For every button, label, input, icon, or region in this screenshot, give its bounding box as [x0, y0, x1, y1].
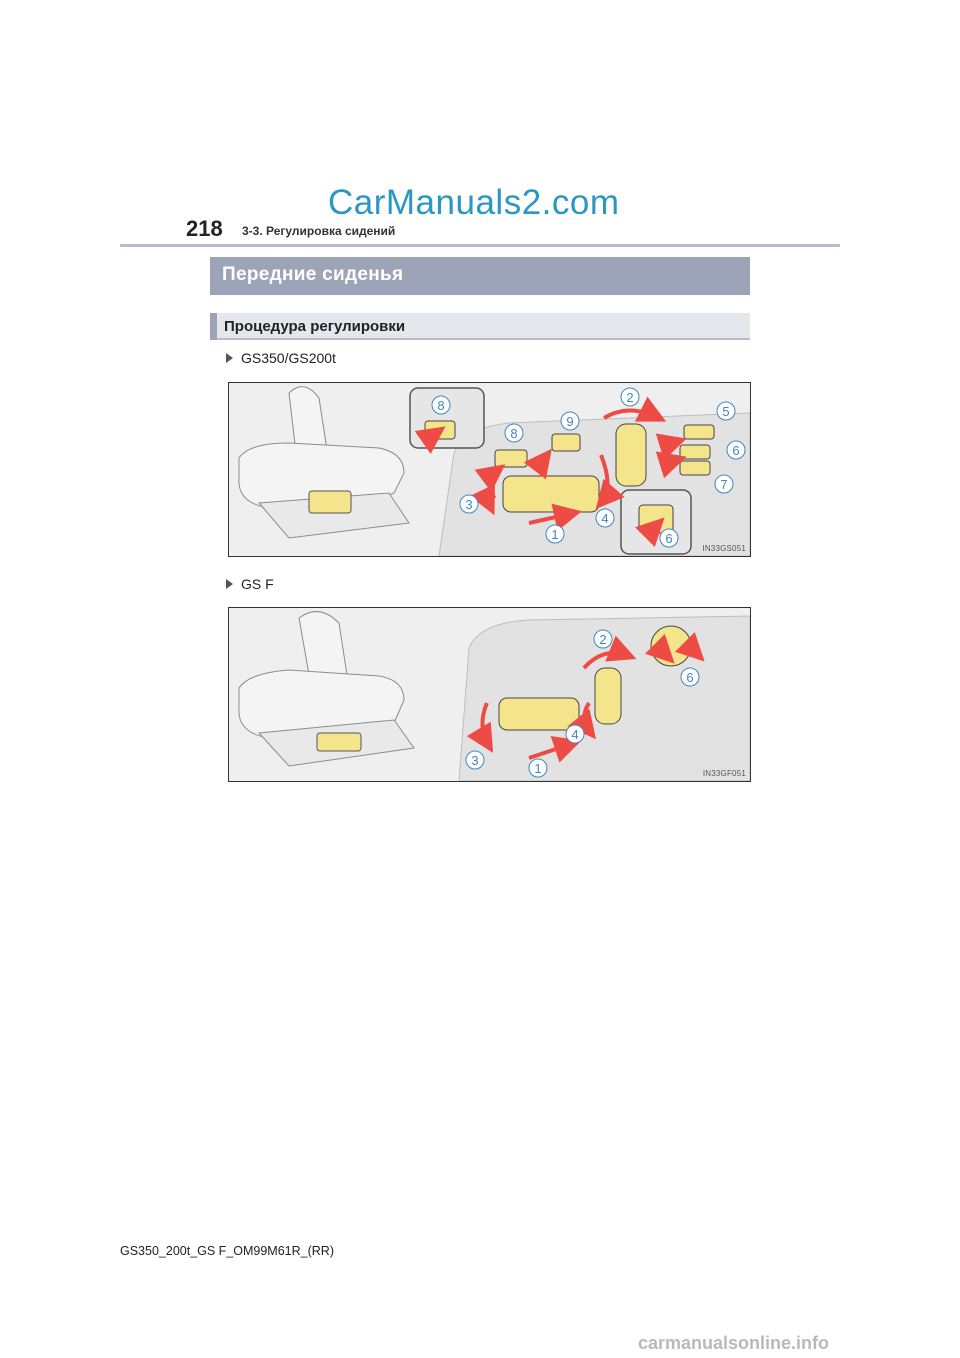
seat-outline [239, 387, 409, 538]
variant-label-text: GS F [241, 576, 274, 592]
memory-switch [552, 434, 580, 451]
callout: 3 [465, 497, 473, 512]
callout: 1 [551, 527, 559, 542]
seat-switch-illustration [229, 383, 750, 556]
callout: 2 [599, 632, 607, 647]
figure-code: IN33GS051 [702, 544, 746, 553]
callout: 8 [437, 398, 445, 413]
watermark-bottom: carmanualsonline.info [638, 1333, 830, 1353]
callout: 7 [720, 477, 728, 492]
variant-label-gsf [226, 576, 274, 592]
bullet-triangle-icon [226, 579, 233, 589]
seat-side-switch-panel [317, 733, 361, 751]
side-support-switch-lower [680, 461, 710, 475]
figure-code: IN33GF051 [702, 769, 746, 778]
lumbar-dial [651, 626, 691, 666]
chapter-title: 3-3. Регулировка сидений [242, 224, 396, 238]
callout: 2 [626, 390, 634, 405]
callout: 4 [601, 511, 609, 526]
callout: 5 [722, 404, 730, 419]
page-number: 218 [186, 216, 223, 241]
callout: 1 [534, 761, 542, 776]
callout: 6 [665, 531, 673, 546]
backrest-switch [595, 668, 621, 724]
callout: 4 [571, 727, 579, 742]
section-title: Передние сиденья [222, 264, 404, 285]
callout: 6 [732, 443, 740, 458]
seat-switch-illustration-gsf [229, 608, 750, 781]
variant-label-gs350 [226, 350, 336, 366]
footer-doc-code: GS350_200t_GS F_OM99M61R_(RR) [120, 1244, 334, 1258]
callout: 8 [510, 426, 518, 441]
figure-gsf-seat-switches [228, 607, 751, 782]
subsection-title: Процедура регулировки [224, 318, 406, 335]
figure-gs350-seat-switches [228, 382, 751, 557]
seat-side-switch-panel [309, 491, 351, 513]
lumbar-switch [495, 450, 527, 467]
side-support-switch-middle [680, 445, 710, 459]
variant-label-text: GS350/GS200t [241, 350, 336, 366]
backrest-switch [616, 424, 646, 486]
bullet-triangle-icon [226, 353, 233, 363]
slide-recline-switch [503, 476, 599, 512]
side-support-switch-upper [684, 425, 714, 439]
callout: 9 [566, 414, 574, 429]
watermark-top: CarManuals2.com [328, 183, 620, 222]
callout: 6 [686, 670, 694, 685]
slide-recline-switch [499, 698, 579, 730]
callout: 3 [471, 753, 479, 768]
header-rule [120, 244, 840, 247]
subsection-accent [210, 313, 217, 340]
